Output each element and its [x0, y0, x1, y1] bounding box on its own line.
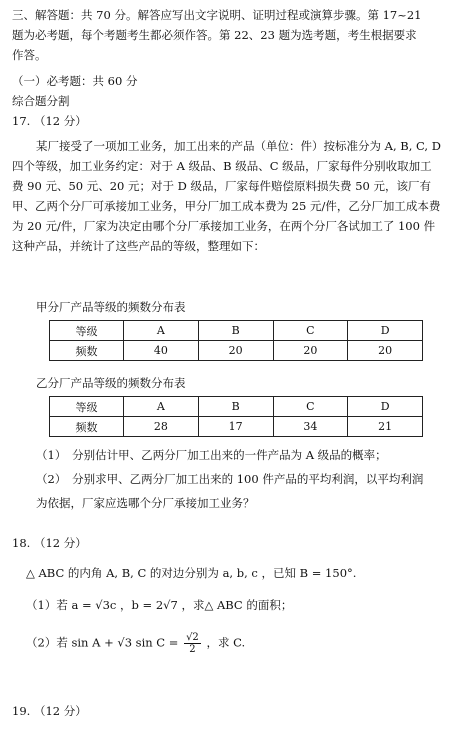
section-instructions-line-3: 作答。 [12, 48, 47, 62]
question-17-body: 某厂接受了一项加工业务，加工出来的产品（单位：件）按标准分为 A, B, C, D 四个等级，加工业务约定：对于 A 级品、B 级品、C 级品，厂家每件分别收取加工费 90 元、50 元、20 元；对于 D 级品，厂家每件赔偿原料损失费 50 元，该厂有甲、乙两个分厂可承接加工业务，甲分厂加工成本费为 25 元/件，乙分厂加工成本费为 20 元/件，厂家为决定由哪个分厂承接加工业务，在两个分厂各试加工了 100 件这种产品，并统计了这些产品的等级，整理如下： [12, 139, 441, 253]
table-cell: 40 [124, 341, 199, 361]
table-row [50, 341, 423, 361]
table-cell: 等级 [50, 397, 124, 417]
table-cell: 等级 [50, 321, 124, 341]
table-cell: 20 [273, 341, 348, 361]
table-1-frequency [49, 320, 423, 361]
table-cell: C [273, 397, 348, 417]
table-cell: 频数 [50, 417, 124, 437]
table-cell: D [348, 397, 423, 417]
question-18-header: 18. （12 分） [12, 536, 87, 550]
question-19-header: 19. （12 分） [12, 704, 87, 718]
table-cell: C [273, 321, 348, 341]
question-18-part-2 [26, 632, 245, 655]
table-cell: B [198, 397, 273, 417]
question-17-part-1: （1） 分别估计甲、乙两分厂加工出来的一件产品为 A 级品的概率； [36, 448, 387, 462]
question-18-stem: △ ABC 的内角 A, B, C 的对边分别为 a, b, c ，已知 B = 150°. [26, 566, 357, 580]
question-17-header: 17. （12 分） [12, 114, 87, 128]
table-cell: B [198, 321, 273, 341]
question-18-part-2-prefix: （2）若 sin A + √3 sin C = [26, 635, 179, 650]
fraction [184, 632, 201, 655]
table-1-title: 甲分厂产品等级的频数分布表 [36, 300, 186, 314]
table-2-title: 乙分厂产品等级的频数分布表 [36, 376, 186, 390]
table-cell: A [124, 321, 199, 341]
table-cell: 20 [198, 341, 273, 361]
table-cell: 17 [198, 417, 273, 437]
question-17-part-2-line-1: （2） 分别求甲、乙两分厂加工出来的 100 件产品的平均利润，以平均利润 [36, 472, 424, 486]
section-instructions-line-2: 题为必考题，每个考题考生都必须作答。第 22、23 题为选考题，考生根据要求 [12, 28, 417, 42]
question-18-part-2-suffix: ，求 C. [206, 635, 246, 650]
section-instructions-line-1: 三、解答题：共 70 分。解答应写出文字说明、证明过程或演算步骤。第 17~21 [12, 8, 422, 22]
table-row [50, 397, 423, 417]
table-cell: 28 [124, 417, 199, 437]
table-row [50, 321, 423, 341]
required-questions-heading: （一）必考题：共 60 分 [12, 74, 138, 88]
table-2-frequency [49, 396, 423, 437]
table-cell: A [124, 397, 199, 417]
fraction-numerator: √2 [186, 632, 199, 643]
fraction-denominator: 2 [189, 644, 196, 655]
table-cell: 21 [348, 417, 423, 437]
question-18-part-1: （1）若 a = √3c ，b = 2√7 ，求△ ABC 的面积； [26, 598, 293, 612]
table-cell: 20 [348, 341, 423, 361]
question-17-part-2-line-2: 为依据，厂家应选哪个分厂承接加工业务？ [36, 496, 255, 510]
divider-label: 综合题分割 [12, 94, 70, 108]
table-cell: 34 [273, 417, 348, 437]
table-cell: D [348, 321, 423, 341]
table-cell: 频数 [50, 341, 124, 361]
table-row [50, 417, 423, 437]
